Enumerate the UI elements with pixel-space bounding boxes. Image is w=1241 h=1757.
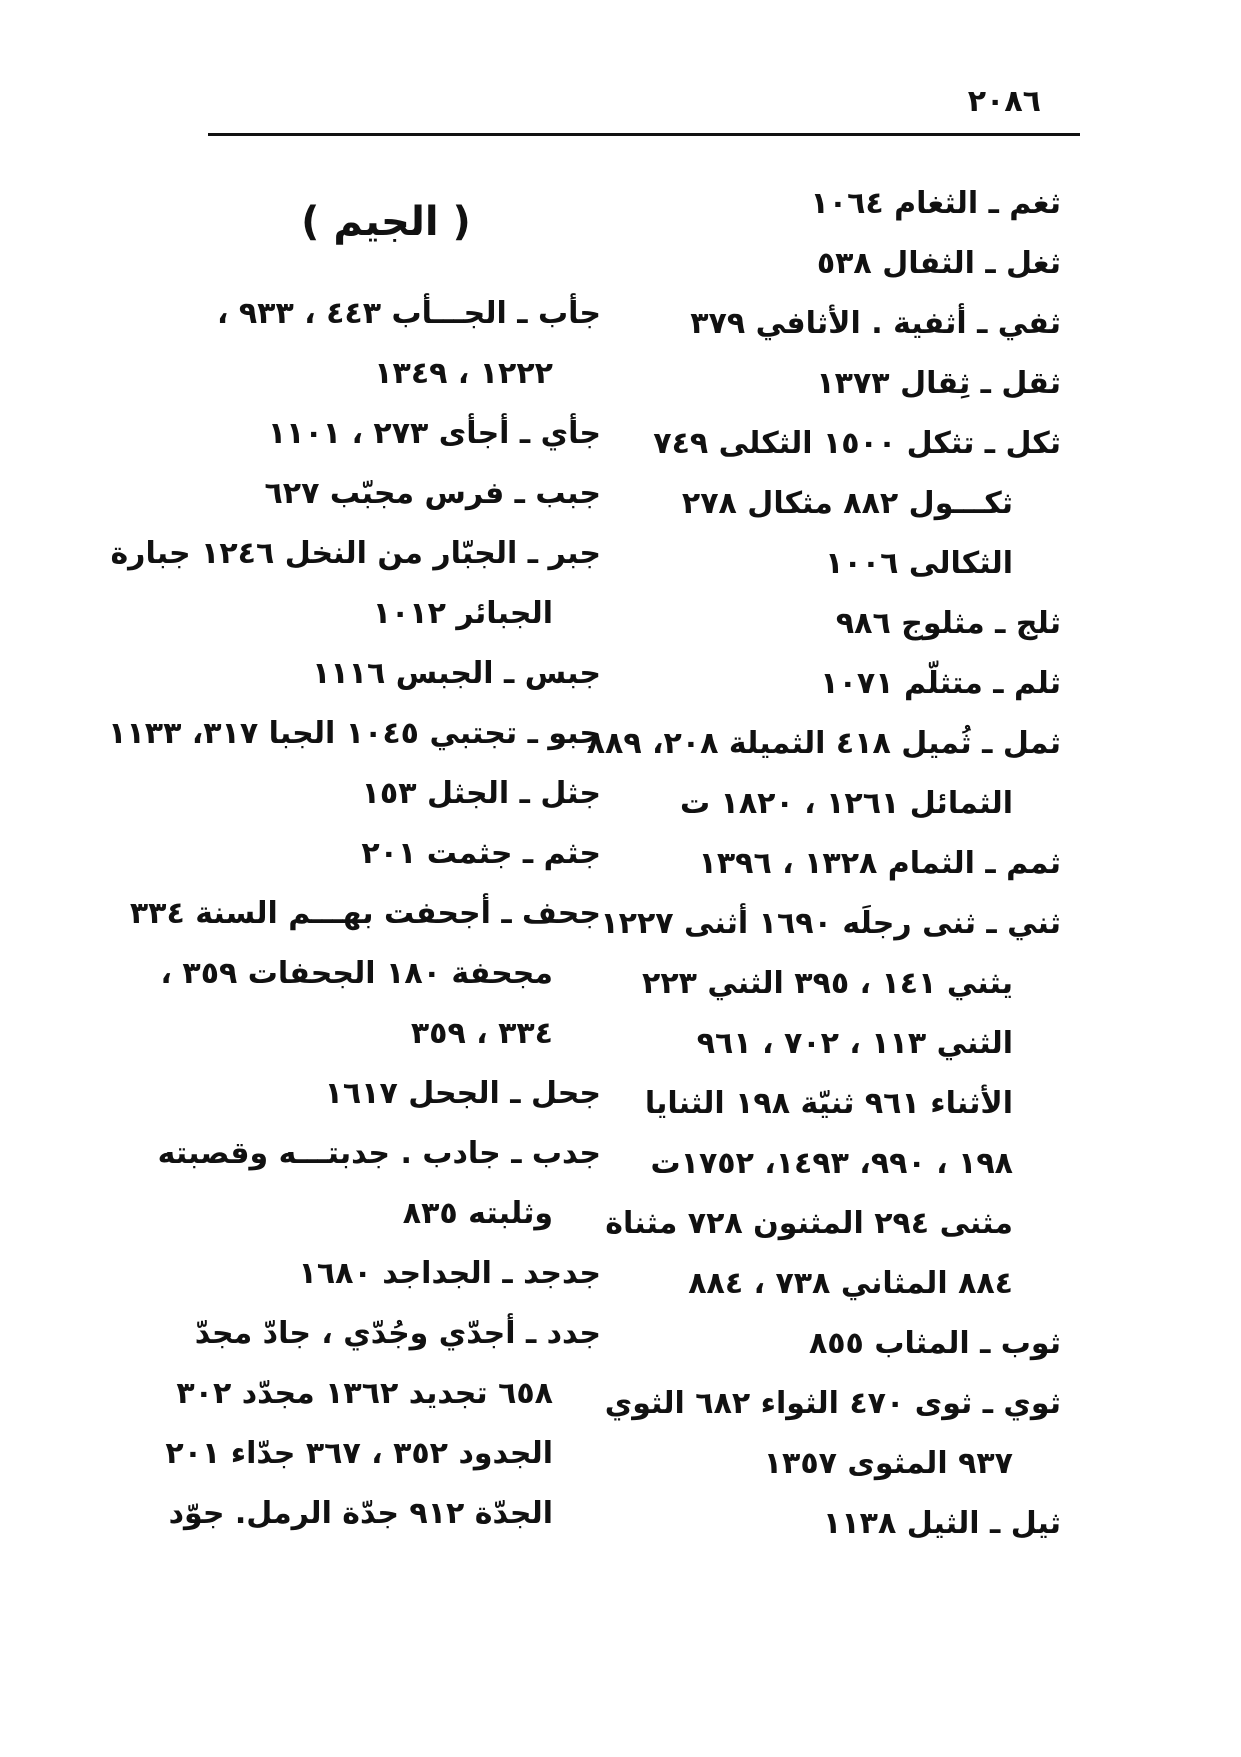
index-entry-line: ثوب ـ المثاب ٨٥٥ bbox=[808, 1326, 1061, 1361]
index-entry-line: جدب ـ جادب . جدبتـــه وقصبته bbox=[157, 1136, 601, 1171]
index-entry-line: جثل ـ الجثل ١٥٣ bbox=[361, 776, 601, 811]
index-entry-line: ثلم ـ متثلّم ١٠٧١ bbox=[820, 666, 1061, 701]
index-entry-line: جحل ـ الجحل ١٦١٧ bbox=[324, 1076, 601, 1111]
index-continuation-line: وثلبته ٨٣٥ bbox=[402, 1196, 553, 1231]
index-continuation-line: الجدود ٣٥٢ ، ٣٦٧ جدّاء ٢٠١ bbox=[165, 1436, 553, 1471]
index-entry-line: ثوي ـ ثوى ٤٧٠ الثواء ٦٨٢ الثوي bbox=[604, 1386, 1061, 1421]
index-continuation-line: مثنى ٢٩٤ المثنون ٧٢٨ مثناة bbox=[605, 1206, 1013, 1241]
index-continuation-line: الجبائر ١٠١٢ bbox=[372, 596, 553, 631]
index-continuation-line: ٦٥٨ تجديد ١٣٦٢ مجدّد ٣٠٢ bbox=[176, 1376, 553, 1411]
index-continuation-line: يثني ١٤١ ، ٣٩٥ الثني ٢٢٣ bbox=[642, 966, 1013, 1001]
index-continuation-line: ٩٣٧ المثوى ١٣٥٧ bbox=[763, 1446, 1013, 1481]
index-entry-line: ثقل ـ ثِقال ١٣٧٣ bbox=[816, 366, 1061, 401]
index-entry-line: ثكل ـ تثكل ١٥٠٠ الثكلى ٧٤٩ bbox=[653, 426, 1061, 461]
index-continuation-line: ٣٣٤ ، ٣٥٩ bbox=[410, 1016, 553, 1051]
index-continuation-line: الجدّة ٩١٢ جدّة الرمل. جوّد bbox=[168, 1496, 553, 1531]
index-continuation-line: ١٢٢٢ ، ١٣٤٩ bbox=[374, 356, 553, 391]
left-index-entries bbox=[108, 284, 601, 1544]
index-entry-line: جأي ـ أجأى ٢٧٣ ، ١١٠١ bbox=[267, 416, 601, 451]
index-entry-line: جحف ـ أجحفت بهـــم السنة ٣٣٤ bbox=[129, 896, 601, 931]
right-index-column bbox=[586, 174, 1061, 1554]
section-heading: ( الجيم ) bbox=[301, 199, 471, 245]
index-entry-line: جبب ـ فرس مجبّب ٦٢٧ bbox=[264, 476, 601, 511]
index-continuation-line: الثكالى ١٠٠٦ bbox=[825, 546, 1013, 581]
index-entry-line: ثغل ـ الثفال ٥٣٨ bbox=[816, 246, 1061, 281]
index-entry-line: ثني ـ ثنى رجلَه ١٦٩٠ أثنى ١٢٢٧ bbox=[600, 906, 1061, 941]
index-entry-line: جأب ـ الجـــأب ٤٤٣ ، ٩٣٣ ، bbox=[217, 296, 601, 331]
index-entry-line: ثمم ـ الثمام ١٣٢٨ ، ١٣٩٦ bbox=[698, 846, 1061, 881]
index-entry-line: ثغم ـ الثغام ١٠٦٤ bbox=[810, 186, 1061, 221]
index-continuation-line: الثمائل ١٢٦١ ، ١٨٢٠ ت bbox=[679, 786, 1013, 821]
index-continuation-line: ثكـــول ٨٨٢ مثكال ٢٧٨ bbox=[681, 486, 1013, 521]
index-continuation-line: ١٩٨ ، ٩٩٠، ١٤٩٣، ١٧٥٢ت bbox=[650, 1146, 1013, 1181]
index-entry-line: جدد ـ أجدّي وجُدّي ، جادّ مجدّ bbox=[194, 1316, 601, 1351]
left-index-column bbox=[108, 174, 601, 1544]
index-entry-line: ثفي ـ أثفية . الأثافي ٣٧٩ bbox=[690, 306, 1061, 341]
page-number: ٢٠٨٦ bbox=[967, 84, 1041, 119]
index-entry-line: جبس ـ الجبس ١١١٦ bbox=[312, 656, 601, 691]
index-continuation-line: مجحفة ١٨٠ الجحفات ٣٥٩ ، bbox=[160, 956, 553, 991]
header-rule bbox=[208, 133, 1080, 136]
index-continuation-line: الثني ١١٣ ، ٧٠٢ ، ٩٦١ bbox=[696, 1026, 1013, 1061]
index-entry-line: ثيل ـ الثيل ١١٣٨ bbox=[823, 1506, 1061, 1541]
index-entry-line: ثلج ـ مثلوج ٩٨٦ bbox=[835, 606, 1061, 641]
index-entry-line: جثم ـ جثمت ٢٠١ bbox=[361, 836, 601, 871]
index-continuation-line: ٨٨٤ المثاني ٧٣٨ ، ٨٨٤ bbox=[688, 1266, 1013, 1301]
index-entry-line: ثمل ـ ثُميل ٤١٨ الثميلة ٢٠٨، ٨٨٩ bbox=[586, 726, 1061, 761]
index-entry-line: جدجد ـ الجداجد ١٦٨٠ bbox=[298, 1256, 601, 1291]
index-entry-line: جبر ـ الجبّار من النخل ١٢٤٦ جبارة bbox=[110, 536, 601, 571]
index-entry-line: جبو ـ تجتبي ١٠٤٥ الجبا ٣١٧، ١١٣٣ bbox=[108, 716, 601, 751]
index-continuation-line: الأثناء ٩٦١ ثنيّة ١٩٨ الثنايا bbox=[644, 1086, 1013, 1121]
